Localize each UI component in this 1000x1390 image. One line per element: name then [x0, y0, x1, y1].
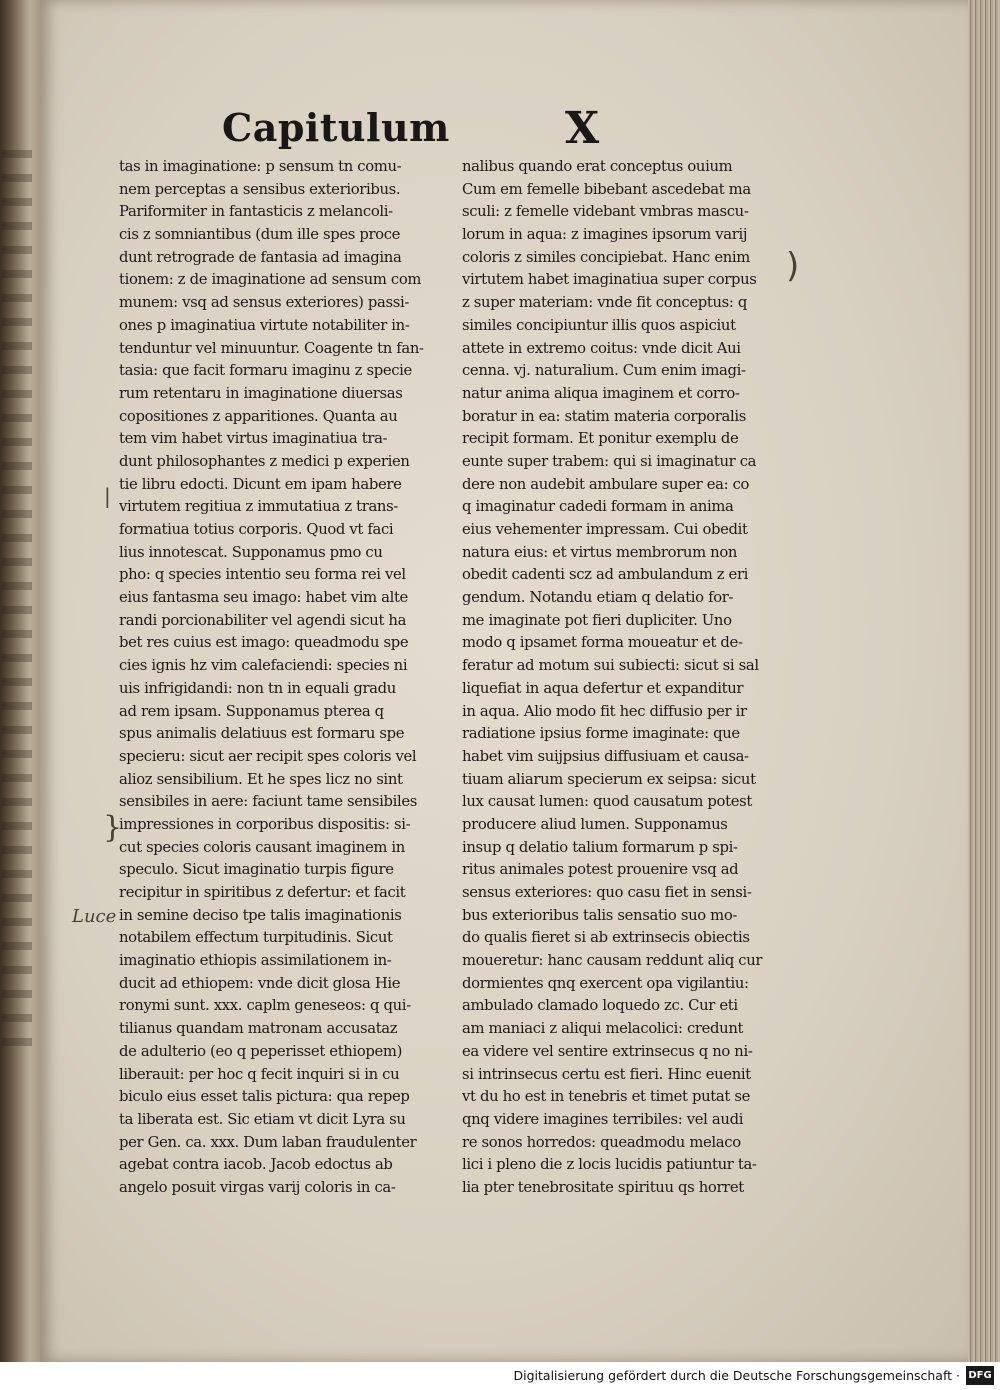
- text-line: specieru: sicut aer recipit spes coloris vel: [119, 747, 417, 765]
- text-line: ritus animales potest prouenire vsq ad: [462, 861, 739, 879]
- text-line: natura eius: et virtus membrorum non: [462, 543, 738, 561]
- text-line: dunt retrograde de fantasia ad imagina: [119, 248, 402, 266]
- text-line: ea videre vel sentire extrinsecus q no ni-: [462, 1042, 753, 1060]
- text-line: vt du ho est in tenebris et timet putat se: [462, 1088, 750, 1106]
- text-line: lux causat lumen: quod causatum potest: [462, 793, 752, 811]
- text-line: de adulterio (eo q peperisset ethiopem): [119, 1042, 403, 1060]
- text-line: ronymi sunt. xxx. caplm geneseos: q qui-: [119, 997, 411, 1015]
- text-line: bet res cuius est imago: queadmodu spe: [119, 634, 409, 652]
- text-line: si intrinsecus certu est fieri. Hinc euenit: [462, 1065, 751, 1083]
- margin-bracket-mark: |: [104, 484, 111, 508]
- text-line: producere aliud lumen. Supponamus: [462, 815, 728, 833]
- text-line: qnq videre imagines terribiles: vel audi: [462, 1110, 744, 1128]
- text-line: dormientes qnq exercent opa vigilantiu:: [462, 974, 749, 992]
- text-line: tionem: z de imaginatione ad sensum com: [119, 271, 422, 289]
- text-line: liquefiat in aqua defertur et expanditur: [462, 679, 744, 697]
- left-text-column: [119, 156, 449, 1200]
- text-line: do qualis fieret si ab extrinsecis obiectis: [462, 929, 750, 947]
- page-edges: [968, 0, 1000, 1362]
- text-line: cis z somniantibus (dum ille spes proce: [119, 226, 401, 244]
- text-line: gendum. Notandu etiam q delatio for-: [462, 589, 734, 607]
- text-line: Cum em femelle bibebant ascedebat ma: [462, 180, 751, 198]
- text-line: similes concipiuntur illis quos aspiciut: [462, 316, 736, 334]
- margin-bracket-mark: }: [103, 810, 123, 845]
- text-line: tasia: que facit formaru imaginu z specie: [119, 362, 412, 380]
- text-line: tenduntur vel minuuntur. Coagente tn fan-: [119, 339, 424, 357]
- text-line: copositiones z apparitiones. Quanta au: [119, 407, 398, 425]
- text-line: cies ignis hz vim calefaciendi: species ni: [119, 657, 408, 675]
- text-line: boratur in ea: statim materia corporalis: [462, 407, 747, 425]
- digitization-footer: [0, 1362, 1000, 1390]
- text-line: sensus exteriores: quo casu fiet in sensi-: [462, 884, 752, 901]
- text-line: tiuam aliarum specierum ex seipsa: sicut: [462, 770, 756, 788]
- text-line: coloris z similes concipiebat. Hanc enim: [462, 248, 750, 266]
- text-line: alioz sensibilium. Et he spes licz no sint: [119, 770, 403, 788]
- text-line: randi porcionabiliter vel agendi sicut ha: [119, 611, 407, 629]
- text-line: me imaginate pot fieri dupliciter. Uno: [462, 611, 732, 629]
- text-line: spus animalis delatiuus est formaru spe: [119, 725, 405, 743]
- dfg-logo: DFG: [966, 1366, 994, 1385]
- text-line: eius fantasma seu imago: habet vim alte: [119, 589, 408, 607]
- text-line: lius innotescat. Supponamus pmo cu: [119, 543, 383, 561]
- text-line: pho: q species intentio seu forma rei vel: [119, 566, 406, 584]
- text-line: q imaginatur cadedi formam in anima: [462, 498, 734, 516]
- text-line: eunte super trabem: qui si imaginatur ca: [462, 452, 757, 470]
- text-line: lorum in aqua: z imagines ipsorum varij: [462, 226, 748, 244]
- text-line: natur anima aliqua imaginem et corro-: [462, 384, 740, 402]
- text-line: virtutem habet imaginatiua super corpus: [462, 271, 757, 289]
- text-line: cenna. vj. naturalium. Cum enim imagi-: [462, 362, 746, 380]
- text-line: ambulado clamado loquedo zc. Cur eti: [462, 997, 738, 1015]
- text-line: radiatione ipsius forme imaginate: que: [462, 725, 740, 743]
- text-line: feratur ad motum sui subiecti: sicut si sal: [462, 657, 759, 675]
- text-line: nalibus quando erat conceptus ouium: [462, 158, 733, 175]
- left-page-text-fragment: [2, 150, 32, 1050]
- text-line: moueretur: hanc causam reddunt aliq cur: [462, 952, 763, 970]
- margin-note: Luce: [72, 906, 117, 927]
- text-line: agebat contra iacob. Jacob edoctus ab: [119, 1156, 393, 1174]
- heading-numeral: X: [565, 103, 600, 154]
- heading-word: Capitulum: [222, 105, 450, 150]
- text-line: in semine deciso tpe talis imaginationis: [119, 906, 402, 924]
- footer-credit: Digitalisierung gefördert durch die Deutsche Forschungsgemeinschaft ·: [513, 1368, 960, 1383]
- text-line: modo q ipsamet forma moueatur et de-: [462, 634, 743, 652]
- text-line: lia pter tenebrositate spirituu qs horret: [462, 1178, 744, 1196]
- text-line: bus exterioribus talis sensatio suo mo-: [462, 906, 738, 924]
- text-line: ad rem ipsam. Supponamus ptereа q: [119, 702, 384, 720]
- text-line: z super materiam: vnde fit conceptus: q: [462, 294, 748, 312]
- text-line: angelo posuit virgas varij coloris in ca-: [119, 1178, 396, 1196]
- text-line: impressiones in corporibus dispositis: si-: [119, 815, 411, 833]
- text-line: habet vim suijpsius diffusiuam et causa-: [462, 747, 749, 765]
- text-line: dunt philosophantes z medici p experien: [119, 452, 410, 470]
- text-line: lici i pleno die z locis lucidis patiuntur ta-: [462, 1156, 757, 1174]
- text-line: tie libru edocti. Dicunt em ipam habere: [119, 475, 402, 493]
- text-line: munem: vsq ad sensus exteriores) passi-: [119, 294, 409, 312]
- text-line: attete in extremo coitus: vnde dicit Aui: [462, 339, 741, 357]
- text-line: obedit cadenti scz ad ambulandum z eri: [462, 566, 749, 584]
- text-line: virtutem regitiua z immutatiua z trans-: [119, 498, 398, 516]
- text-line: cut species coloris causant imaginem in: [119, 838, 405, 856]
- text-line: tem vim habet virtus imaginatiua tra-: [119, 430, 388, 448]
- text-line: uis infrigidandi: non tn in equali gradu: [119, 679, 396, 697]
- text-line: imaginatio ethiopis assimilationem in-: [119, 952, 392, 970]
- margin-bracket-mark: ): [786, 246, 800, 286]
- text-line: ducit ad ethiopem: vnde dicit glosa Hie: [119, 974, 401, 992]
- text-line: dere non audebit ambulare super ea: co: [462, 475, 750, 493]
- text-line: Pariformiter in fantasticis z melancoli-: [119, 203, 393, 221]
- text-line: recipitur in spiritibus z defertur: et facit: [119, 884, 406, 901]
- text-line: sculi: z femelle videbant vmbras mascu-: [462, 203, 749, 221]
- text-line: in aqua. Alio modo fit hec diffusio per ir: [462, 702, 747, 720]
- text-line: notabilem effectum turpitudinis. Sicut: [119, 929, 393, 947]
- text-line: per Gen. ca. xxx. Dum laban fraudulenter: [119, 1133, 417, 1151]
- text-line: am maniaci z aliqui melacolici: credunt: [462, 1020, 744, 1038]
- text-line: tilianus quandam matronam accusataz: [119, 1020, 398, 1038]
- text-line: insup q delatio talium formarum p spi-: [462, 838, 738, 856]
- text-line: formatiua totius corporis. Quod vt faci: [119, 521, 394, 538]
- text-line: liberauit: per hoc q fecit inquiri si in cu: [119, 1065, 400, 1083]
- text-line: nem perceptas a sensibus exterioribus.: [119, 180, 401, 198]
- text-line: tas in imaginatione: p sensum tn comu-: [119, 158, 402, 175]
- text-line: recipit formam. Et ponitur exemplu de: [462, 430, 739, 448]
- text-line: speculo. Sicut imaginatio turpis figure: [119, 861, 394, 879]
- text-line: rum retentaru in imaginatione diuersas: [119, 384, 403, 402]
- right-text-column: [462, 156, 792, 1200]
- text-line: ones p imaginatiua virtute notabiliter in-: [119, 316, 410, 334]
- text-line: ta liberata est. Sic etiam vt dicit Lyra su: [119, 1110, 406, 1128]
- text-line: eius vehementer impressam. Cui obedit: [462, 521, 748, 538]
- text-line: sensibiles in aere: faciunt tame sensibiles: [119, 793, 417, 811]
- text-line: re sonos horredos: queadmodu melaco: [462, 1133, 741, 1151]
- left-page-edge: [0, 0, 42, 1362]
- text-line: biculo eius esset talis pictura: qua repер: [119, 1088, 410, 1106]
